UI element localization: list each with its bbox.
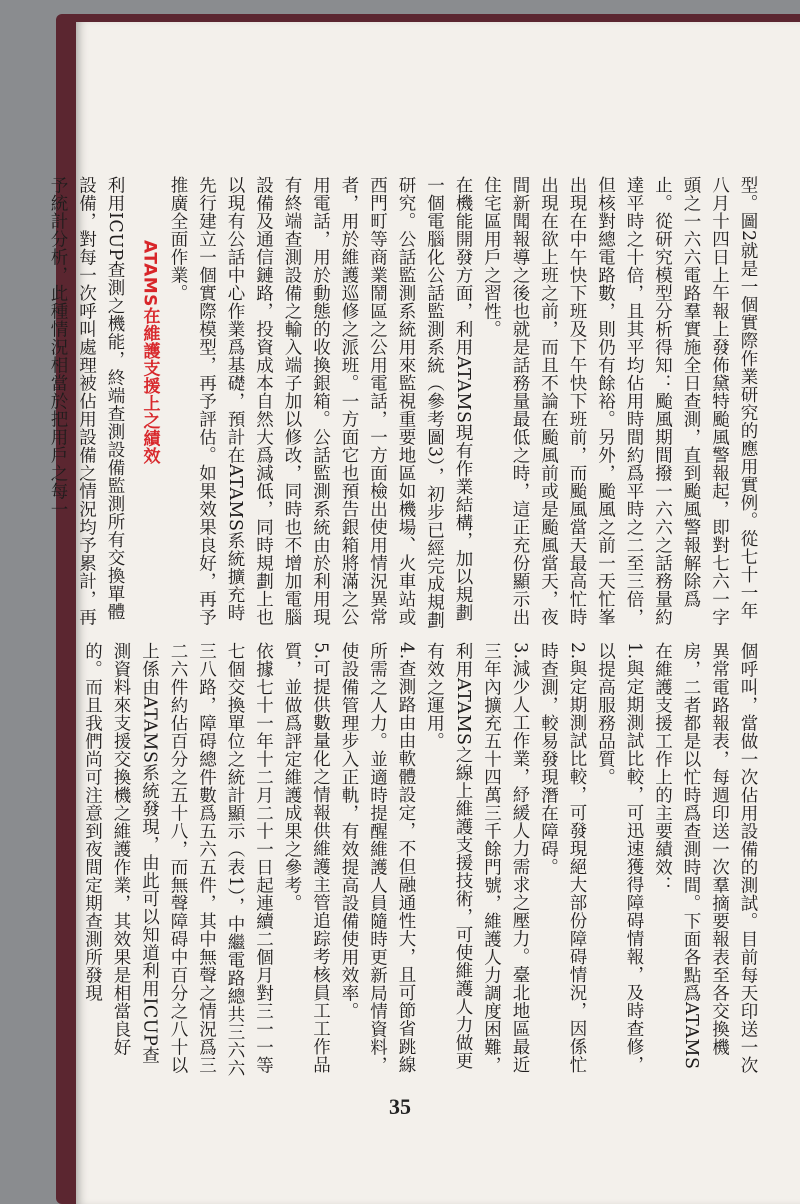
paragraph: 利用ICUP查測之機能，終端查測設備監測所有交換單體設備，對每一次呼叫處理被佔用設備之情況均予累計，再予統計分析，此種情況相當於把用戶之每一	[48, 176, 125, 626]
paragraph: 個呼叫，當做一次佔用設備的測試。目前每天印送一次異常電路報表，每週印送一次羣摘要報表至各交換機房，二者都是以忙時爲查測時間。下面各點爲ATAMS在維護支援工作上的主要績效：	[652, 642, 758, 1074]
lower-text-column	[82, 642, 762, 1082]
list-item: 5.可提供數量化之情報供維護主管追踪考核員工工作品質，並做爲評定維護成果之參考。	[282, 642, 331, 1074]
paragraph: 型。圖2就是一個實際作業研究的應用實例。從七十一年八月十四日上午報上發佈黛特颱風警報起，即對七六一字頭之一六六電路羣實施全日查測，直到颱風警報解除爲止。從研究模型分析得知：颱風期間撥一六六之話務量約達平時之十倍，且其平均佔用時間約爲平時之二至三倍，但核對總電路數，則仍有餘裕。另外，颱風之前一天忙峯出現在中午快下班及下午快下班前，而颱風當天最高忙時出現在欲上班之前，而且不論在颱風前或是颱風當天，夜間新聞報導之後也就是話務量最低之時，這正充份顯示出住宅區用戶之習性。	[481, 176, 758, 626]
upper-text-column	[48, 176, 762, 630]
paragraph: 依據七十一年十二月二十一日起連續二個月對三一一等七個交換單位之統計顯示（表1），中繼電路總共三六六三八路，障碍總件數爲五六五件，其中無聲之情況爲三二六件約佔百分之五十八，而無聲障碍中百分之八十以上係由ATAMS系統發現，由此可以知道利用ICUP查測資料來支援交換機之維護作業，其效果是相當良好的。而且我們尚可注意到夜間定期查測所發現	[82, 642, 274, 1077]
list-item: 3.減少人工作業，紓緩人力需求之壓力。臺北地區最近三年內擴充五十四萬三千餘門號，維護人力調度困難，利用ATAMS之線上維護支援技術，可使維護人力做更有效之運用。	[424, 642, 530, 1074]
section-heading: ATAMS在維護支援上之績效	[139, 240, 160, 465]
list-item: 4.查測路由由軟體設定，不但融通性大，且可節省跳線所需之人力。並適時提醒維護人員隨時更新局情資料，使設備管理步入正軌，有效提高設備使用效率。	[339, 642, 416, 1074]
list-item: 2.與定期測試比較，可發現絕大部份障碍情況，因係忙時查測，較易發現潛在障碍。	[538, 642, 587, 1074]
list-item: 1.與定期測試比較，可迅速獲得障碍情報，及時查修，以提高服務品質。	[595, 642, 644, 1074]
paragraph: 在機能開發方面，利用ATAMS現有作業結構，加以規劃一個電腦化公話監測系統（參考圖3），初步已經完成規劃研究。公話監測系統用來監視重要地區如機場、火車站或西門町等商業鬧區之公用電話，一方面檢出使用情況異常者，用於維護巡修之派班。一方面它也預告銀箱將滿之公用電話，用於動態的收換銀箱。公話監測系統由於利用現有終端查測設備之輸入端子加以修改，同時也不增加電腦設備及通信鏈路，投資成本自然大爲減低，同時規劃上也以現有公話中心作業爲基礎，預計在ATAMS系統擴充時先行建立一個實際模型，再予評估。如果效果良好，再予推廣全面作業。	[168, 176, 473, 629]
page-number: 35	[389, 1094, 411, 1119]
